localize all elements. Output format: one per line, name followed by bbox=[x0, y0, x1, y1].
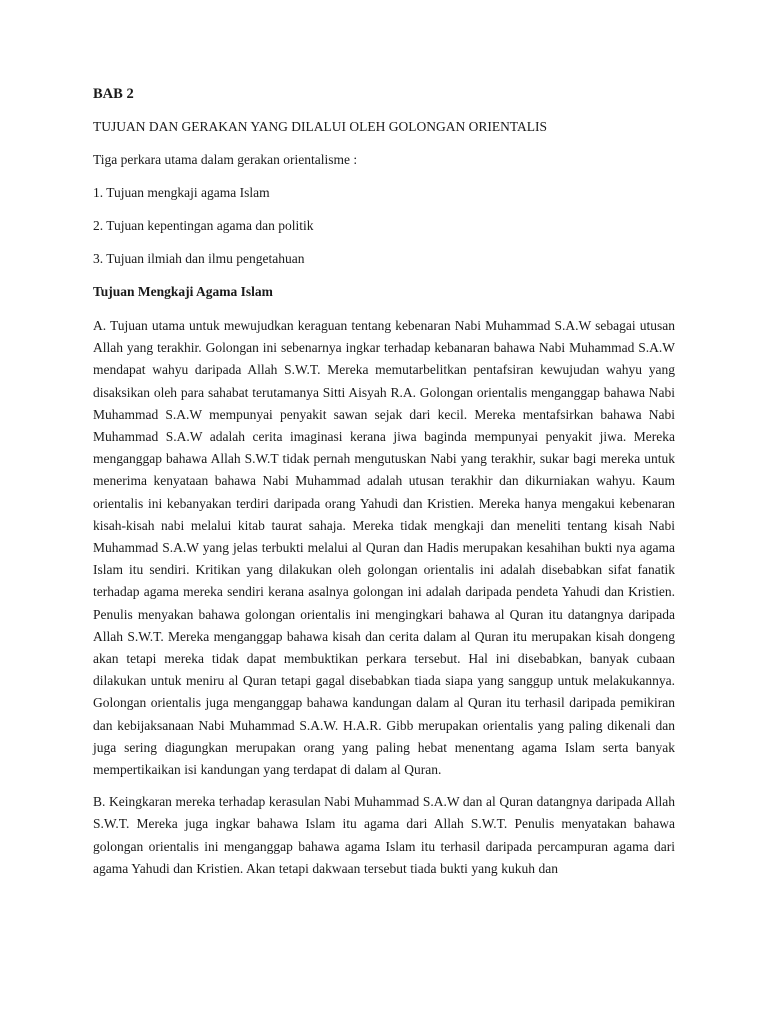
list-item: 1. Tujuan mengkaji agama Islam bbox=[93, 185, 270, 200]
document-page bbox=[93, 84, 675, 890]
chapter-title: TUJUAN DAN GERAKAN YANG DILALUI OLEH GOLONGAN ORIENTALIS bbox=[93, 119, 547, 134]
section-heading: Tujuan Mengkaji Agama Islam bbox=[93, 284, 273, 299]
intro-line: Tiga perkara utama dalam gerakan orientalisme : bbox=[93, 152, 358, 167]
paragraph-b: B. Keingkaran mereka terhadap kerasulan Nabi Muhammad S.A.W dan al Quran datangnya daripada Allah S.W.T. Mereka juga ingkar bahawa Islam itu agama dari Allah S.W.T. Penulis menyatakan bahawa golongan orientalis ini menganggap bahawa agama Islam itu terhasil daripada percampuran agama dari agama Yahudi dan Kristien. Akan tetapi dakwaan tersebut tiada bukti yang kukuh dan bbox=[93, 794, 675, 876]
list-item: 3. Tujuan ilmiah dan ilmu pengetahuan bbox=[93, 251, 305, 266]
list-item: 2. Tujuan kepentingan agama dan politik bbox=[93, 218, 314, 233]
paragraph-a: A. Tujuan utama untuk mewujudkan keraguan tentang kebenaran Nabi Muhammad S.A.W sebagai utusan Allah yang terakhir. Golongan ini sebenarnya ingkar terhadap kebanaran bahawa Nabi Muhammad S.A.W mendapat wahyu daripada Allah S.W.T. Mereka memutarbelitkan pentafsiran kewujudan wahyu yang disaksikan oleh para sahabat terutamanya Sitti Aisyah R.A. Golongan orientalis menganggap bahawa Nabi Muhammad S.A.W mempunyai penyakit sawan sejak dari kecil. Mereka mentafsirkan bahawa Nabi Muhammad S.A.W adalah cerita imaginasi kerana jiwa baginda mempunyai penyakit jiwa. Mereka menganggap bahawa Allah S.W.T tidak pernah mengutuskan Nabi yang terakhir, sukar bagi mereka untuk menerima kenyataan bahawa Nabi Muhammad adalah utusan terakhir dan dikurniakan wahyu. Kaum orientalis ini kebanyakan terdiri daripada orang Yahudi dan Kristien. Mereka hanya mengakui kebenaran kisah-kisah nabi melalui kitab taurat sahaja. Mereka tidak mengkaji dan meneliti tentang kisah Nabi Muhammad S.A.W yang jelas terbukti melalui al Quran dan Hadis merupakan kesahihan bukti nya agama Islam itu sendiri. Kritikan yang dilakukan oleh golongan orientalis ini adalah disebabkan sifat fanatik terhadap agama mereka sendiri kerana asalnya golongan ini adalah daripada pendeta Yahudi dan Kristien. Penulis menyakan bahawa golongan orientalis ini mengingkari bahawa al Quran itu datangnya daripada Allah S.W.T. Mereka menganggap bahawa kisah dan cerita dalam al Quran itu merupakan kisah dongeng akan tetapi mereka tidak dapat membuktikan perkara tersebut. Hal ini disebabkan, banyak cubaan dilakukan untuk meniru al Quran tetapi gagal disebabkan tiada siapa yang sanggup untuk melakukannya. Golongan orientalis juga menganggap bahawa kandungan dalam al Quran itu terhasil daripada pemikiran dan kebijaksanaan Nabi Muhammad S.A.W. H.A.R. Gibb merupakan orientalis yang paling dikenali dan juga sering diagungkan merupakan orang yang paling hebat menentang agama Islam serta banyak mempertikaikan isi kandungan yang terdapat di dalam al Quran. bbox=[93, 318, 675, 778]
chapter-number: BAB 2 bbox=[93, 86, 134, 102]
